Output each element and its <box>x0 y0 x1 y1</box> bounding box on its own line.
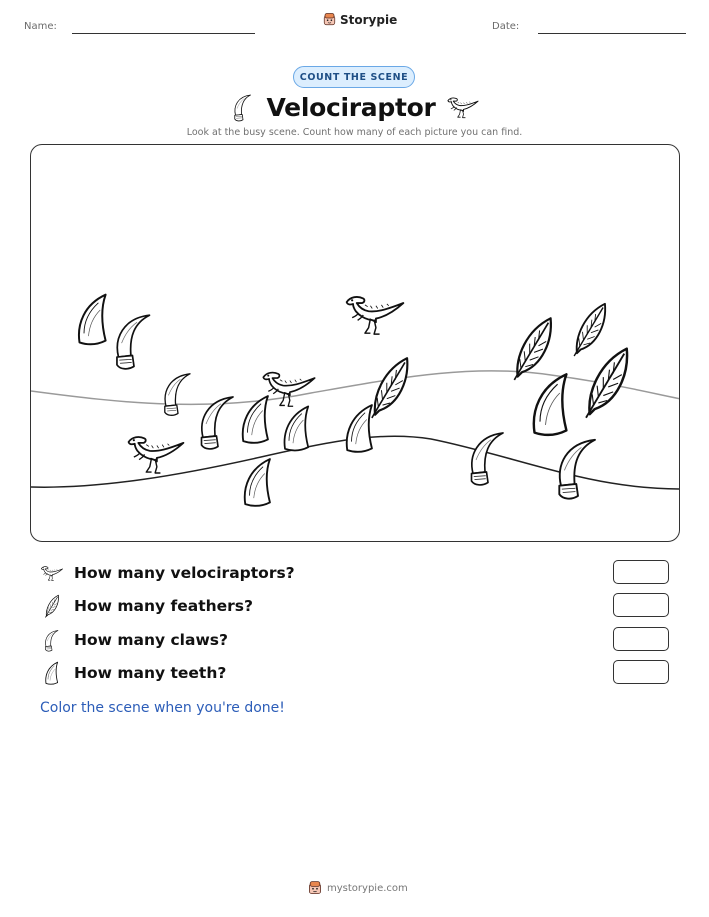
name-label: Name: <box>24 21 57 32</box>
scene-tooth <box>245 459 270 506</box>
question-row-velociraptors <box>40 559 295 587</box>
answer-box-claws[interactable] <box>613 627 669 651</box>
storypie-logo-icon <box>322 12 337 27</box>
scene-claw <box>117 315 150 369</box>
page-title: Velociraptor <box>266 92 436 122</box>
scene-tooth <box>285 406 309 450</box>
feather-icon <box>40 594 64 618</box>
brand-logo <box>322 12 397 27</box>
footer <box>307 880 408 896</box>
answer-box-feathers[interactable] <box>613 593 669 617</box>
name-input-line[interactable] <box>72 33 255 34</box>
date-label: Date: <box>492 21 520 32</box>
question-text: How many feathers? <box>74 597 254 615</box>
counting-scene <box>30 144 680 542</box>
question-text: How many velociraptors? <box>74 564 295 582</box>
question-row-feathers <box>40 592 253 620</box>
scene-tooth <box>243 396 268 443</box>
question-text: How many claws? <box>74 631 228 649</box>
storypie-logo-icon <box>307 880 323 896</box>
tooth-icon <box>40 661 64 685</box>
coloring-note: Color the scene when you're done! <box>40 700 285 716</box>
question-row-teeth <box>40 659 226 687</box>
scene-velociraptor <box>263 373 314 407</box>
question-text: How many teeth? <box>74 664 227 682</box>
scene-claw <box>472 433 504 485</box>
scene-feather <box>372 358 407 418</box>
scene-feather <box>586 349 627 418</box>
activity-badge: COUNT THE SCENE <box>293 66 415 88</box>
scene-illustration <box>31 145 680 542</box>
scene-feather <box>574 304 605 356</box>
velociraptor-icon <box>446 94 480 120</box>
title-row <box>230 90 480 124</box>
claw-icon <box>230 92 256 122</box>
velociraptor-icon <box>40 563 64 583</box>
scene-feather <box>514 318 551 380</box>
answer-box-teeth[interactable] <box>613 660 669 684</box>
scene-velociraptor <box>347 297 404 334</box>
scene-tooth <box>79 295 106 345</box>
footer-site: mystorypie.com <box>327 882 408 894</box>
claw-icon <box>40 628 64 652</box>
date-input-line[interactable] <box>538 33 686 34</box>
scene-tooth <box>347 405 372 452</box>
instructions: Look at the busy scene. Count how many of each picture you can find. <box>186 127 523 138</box>
question-row-claws <box>40 626 228 654</box>
answer-box-velociraptors[interactable] <box>613 560 669 584</box>
scene-velociraptor <box>129 437 184 473</box>
brand-name: Storypie <box>340 12 398 27</box>
scene-claw <box>559 440 595 499</box>
scene-claw <box>165 374 190 416</box>
scene-tooth <box>534 374 567 435</box>
